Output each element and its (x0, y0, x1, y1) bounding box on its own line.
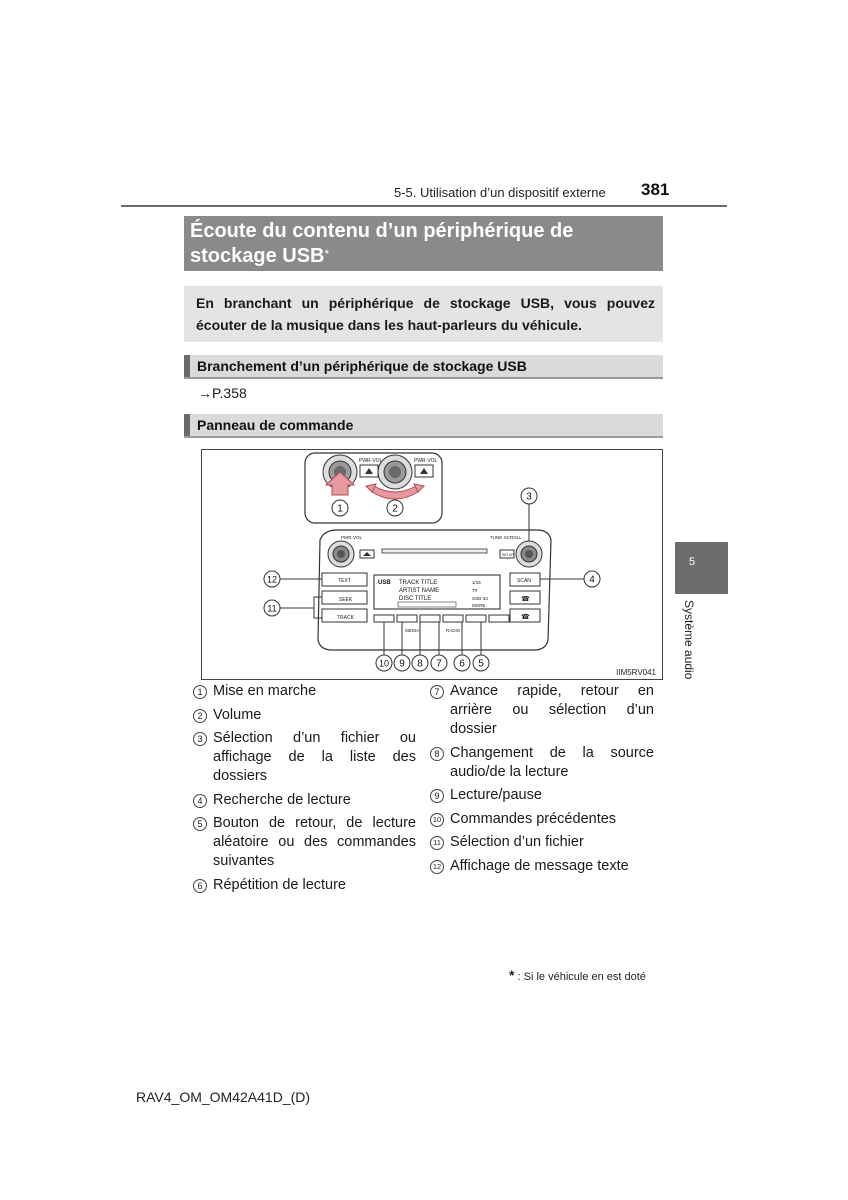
svg-text:8: 8 (417, 658, 423, 670)
chapter-tab[interactable] (675, 542, 728, 594)
callout-9 (394, 655, 410, 671)
figure-code: IIM5RV041 (616, 668, 656, 677)
legend-number: 3 (193, 732, 207, 746)
display-side1: 1/15 (472, 580, 481, 585)
svg-text:10: 10 (378, 658, 390, 669)
legend-item (430, 744, 654, 782)
legend-number: 12 (430, 860, 444, 874)
inset-pwr-vol-label-2: PWR·VOL (414, 458, 438, 464)
text-button-label: TEXT (338, 578, 351, 584)
display-softkeys (398, 602, 456, 607)
callout-3 (521, 488, 537, 504)
section-heading-control-panel (184, 414, 663, 438)
legend-item (430, 786, 654, 805)
legend-item (430, 810, 654, 829)
legend-item (193, 814, 416, 871)
phone-pickup-icon: ☎ (521, 596, 530, 603)
radio-label: RADIO (446, 628, 461, 633)
svg-text:3: 3 (526, 491, 532, 503)
display-line3: DISC TITLE (399, 596, 432, 602)
display-side2: T# (472, 588, 478, 593)
panel-pwr-vol-label: PWR·VOL (341, 535, 363, 540)
legend-number: 11 (430, 836, 444, 850)
display-side3: SSD-33 (472, 596, 488, 601)
phone-hangup-icon: ☎ (521, 614, 530, 621)
legend-item (430, 857, 654, 876)
legend-text: Mise en marche (213, 683, 317, 699)
svg-text:1: 1 (337, 503, 343, 515)
chapter-number: 5 (689, 556, 696, 568)
seek-button-label: SEEK (339, 597, 353, 603)
legend-number: 5 (193, 817, 207, 831)
header-rule (121, 205, 727, 207)
legend-number: 2 (193, 709, 207, 723)
legend-text: Volume (213, 706, 262, 723)
legend-item (193, 706, 416, 725)
title-footnote-mark: * (324, 247, 330, 261)
callout-4 (584, 571, 600, 587)
svg-text:11: 11 (267, 603, 277, 614)
document-code: RAV4_OM_OM42A41D_(D) (136, 1089, 311, 1105)
page-reference-link[interactable]: →P.358 (198, 385, 247, 401)
footnote-mark: * (509, 967, 515, 983)
legend-item (193, 682, 416, 701)
legend-item (193, 791, 416, 810)
legend-text: Affichage de message texte (450, 857, 629, 874)
svg-text:12: 12 (266, 574, 278, 585)
page-title (184, 216, 663, 271)
legend-item (193, 729, 416, 786)
legend-text: Répétition de lecture (213, 876, 346, 893)
callout-10 (376, 655, 392, 671)
callout-6 (454, 655, 470, 671)
legend-text: Commandes précédentes (450, 810, 617, 827)
legend-text: Sélection d’un fichier ou affichage de la liste des dossiers (213, 730, 416, 784)
section-heading-text: Panneau de commande (197, 417, 354, 433)
display-side4: MORE (472, 603, 486, 608)
legend-right (430, 682, 654, 880)
legend-left (193, 682, 416, 899)
svg-text:5: 5 (478, 658, 484, 670)
media-label: MEDIA (405, 628, 420, 633)
legend-item (430, 682, 654, 739)
svg-text:7: 7 (436, 658, 442, 670)
callout-1 (332, 500, 348, 516)
legend-text: Changement de la source audio/de la lecture (450, 744, 654, 780)
control-panel-illustration (202, 450, 664, 681)
control-panel-figure (201, 449, 663, 680)
svg-text:4: 4 (589, 574, 595, 586)
intro-box: En branchant un périphérique de stockage USB, vous pouvez écouter de la musique dans les haut-parleurs du véhicule. (184, 286, 663, 342)
callout-5 (473, 655, 489, 671)
cd-slot (382, 549, 487, 553)
callout-11 (264, 600, 280, 616)
chapter-label-text: Système audio (682, 600, 696, 680)
legend-number: 1 (193, 685, 207, 699)
legend-number: 10 (430, 813, 444, 827)
svg-text:2: 2 (392, 503, 398, 515)
panel-tune-scroll-label: TUNE·SCROLL (490, 535, 522, 540)
legend-text: Bouton de retour, de lecture aléatoire ou des commandes suivantes (213, 815, 416, 869)
legend-number: 8 (430, 747, 444, 761)
callout-12 (264, 571, 280, 587)
legend-number: 6 (193, 879, 207, 893)
section-heading-text: Branchement d’un périphérique de stockage USB (197, 358, 527, 374)
legend-item (193, 876, 416, 895)
inset-pwr-vol-label: PWR·VOL (359, 458, 383, 464)
svg-text:9: 9 (399, 658, 405, 670)
page-number: 381 (641, 180, 670, 199)
legend-number: 7 (430, 685, 444, 699)
section-heading-bar (184, 414, 190, 436)
legend-number: 9 (430, 789, 444, 803)
legend-text: Avance rapide, retour en arrière ou sélection d’un dossier (450, 683, 654, 737)
page-title-text: Écoute du contenu d’un périphérique de stockage USB (190, 220, 574, 267)
svg-text:6: 6 (459, 658, 465, 670)
display-source: USB (378, 580, 391, 586)
section-heading-usb-connect (184, 355, 663, 379)
panel-knob-tune[interactable] (516, 541, 542, 567)
callout-2 (387, 500, 403, 516)
section-header: 5-5. Utilisation d’un dispositif externe (394, 185, 606, 200)
legend-number: 4 (193, 794, 207, 808)
callout-7 (431, 655, 447, 671)
display-line2: ARTIST NAME (399, 588, 440, 594)
scan-button-label: SCAN (517, 578, 531, 584)
setup-label: SETUP (502, 553, 514, 557)
callout-8 (412, 655, 428, 671)
footnote (509, 967, 646, 983)
footnote-text: : Si le véhicule en est doté (517, 971, 646, 983)
chapter-label (682, 600, 696, 690)
legend-text: Sélection d’un fichier (450, 834, 584, 850)
legend-item (430, 833, 654, 852)
section-heading-bar (184, 355, 190, 377)
legend-text: Lecture/pause (450, 787, 542, 803)
legend-text: Recherche de lecture (213, 791, 351, 808)
track-button-label: TRACK (337, 615, 354, 621)
panel-knob-power[interactable] (328, 541, 354, 567)
display-line1: TRACK TITLE (399, 580, 438, 586)
